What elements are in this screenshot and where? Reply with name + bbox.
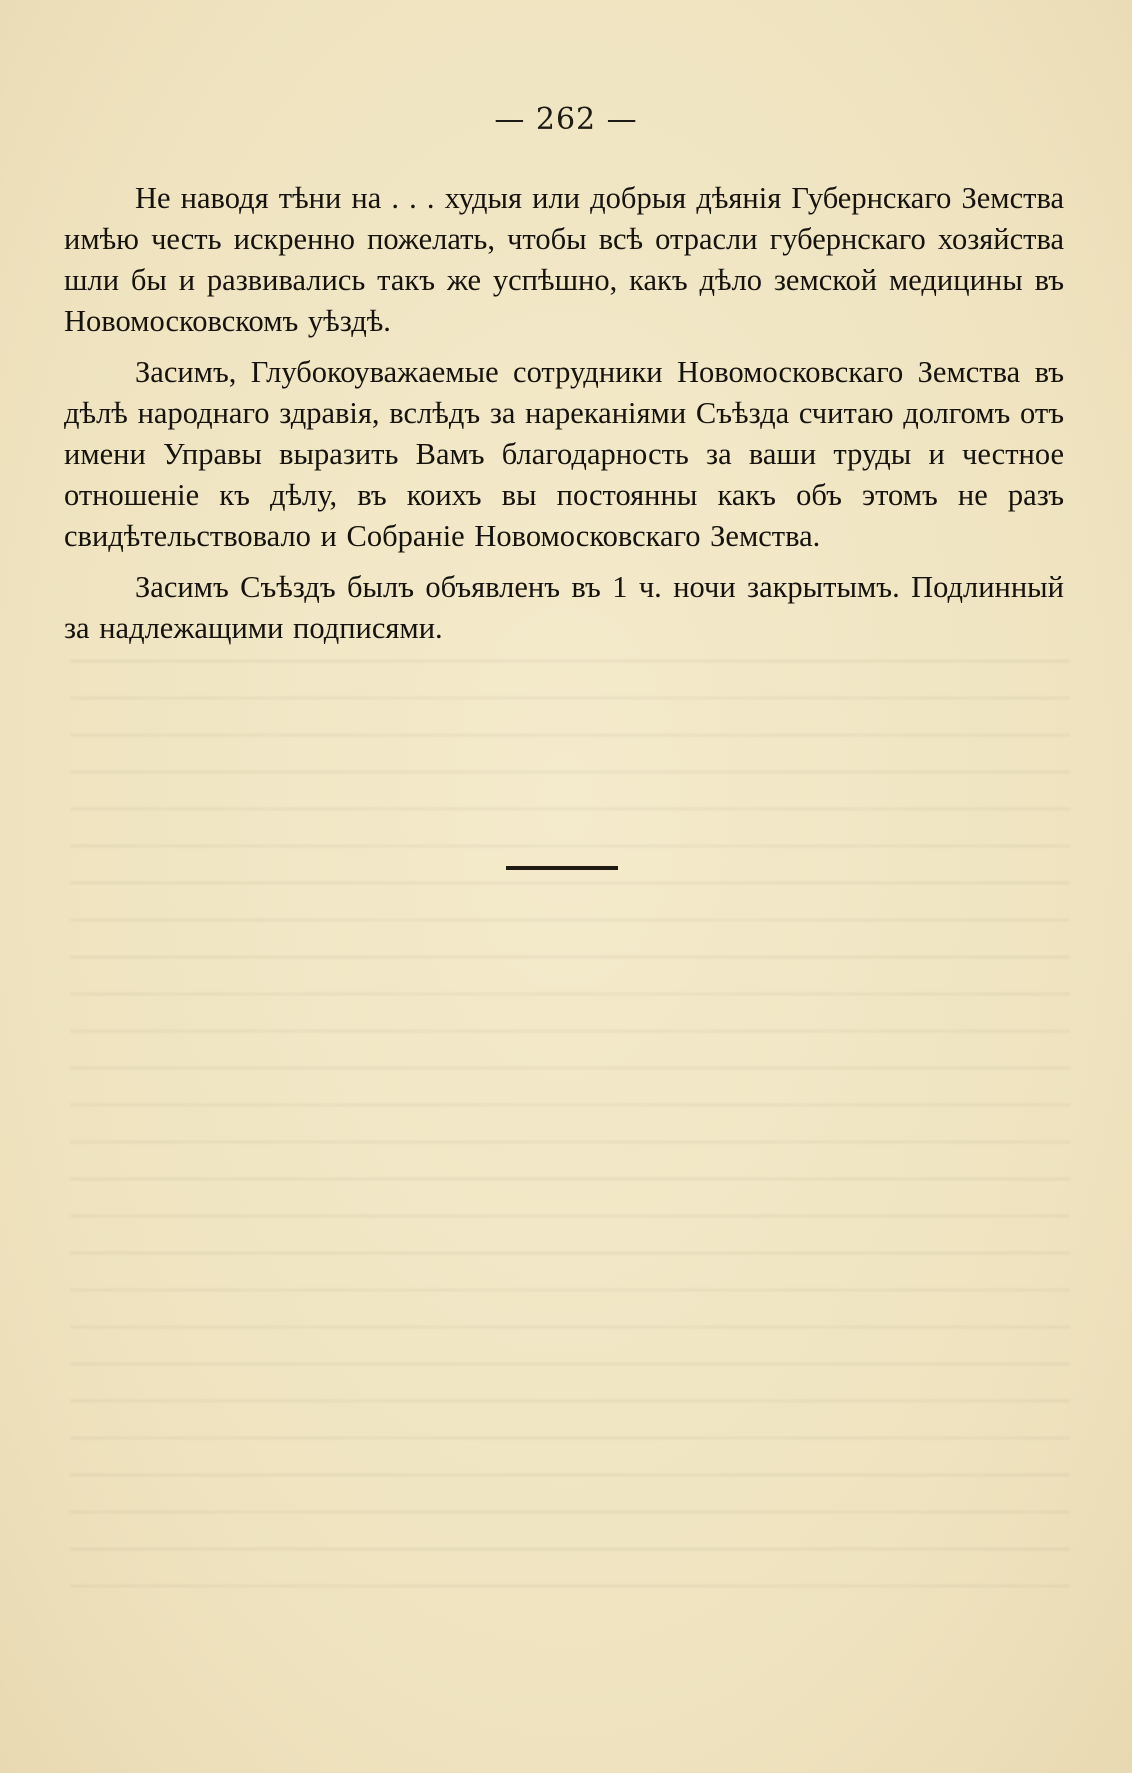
- body-text: [64, 178, 1064, 659]
- bleed-through-texture: [70, 640, 1070, 1590]
- paragraph-congress-closed: Засимъ Съѣздъ былъ объявленъ въ 1 ч. ночи закрытымъ. Подлинный за надлежащими подписями.: [64, 570, 1064, 645]
- page-number: — 262 —: [494, 102, 638, 137]
- paragraph-closing-wishes: Не наводя тѣни на . . . худыя или добрыя дѣянія Губернскаго Земства имѣю честь искренно пожелать, чтобы всѣ отрасли губернскаго хозяйства шли бы и развивались такъ же успѣшно, какъ дѣло земской медицины въ Новомосковскомъ уѣздѣ.: [64, 181, 1064, 338]
- paragraph-gratitude: Засимъ, Глубокоуважаемые сотрудники Новомосковскаго Земства въ дѣлѣ народнаго здравія, вслѣдъ за нареканіями Съѣзда считаю долгомъ отъ имени Управы выразить Вамъ благодарность за ваши труды и честное отношеніе къ дѣлу, въ коихъ вы постоянны какъ объ этомъ не разъ свидѣтельствовало и Собраніе Новомосковскаго Земства.: [64, 355, 1064, 553]
- section-end-rule: [506, 866, 618, 870]
